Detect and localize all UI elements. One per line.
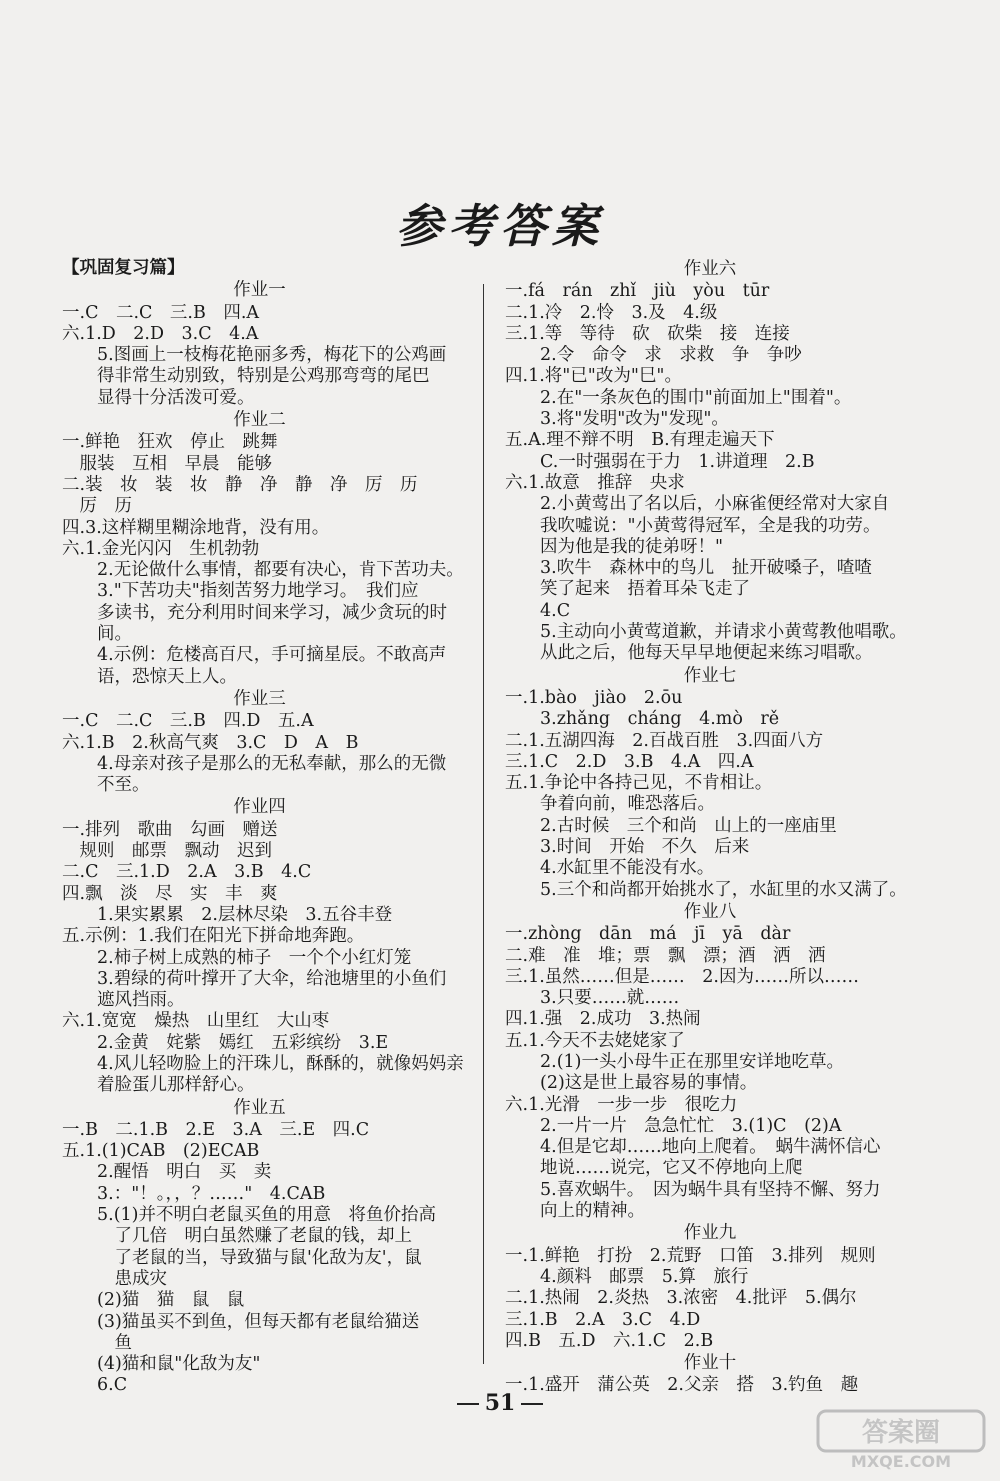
answer-line: 规则 邮票 飘动 迟到 bbox=[62, 841, 272, 862]
page-title: 参考答案 bbox=[396, 199, 604, 253]
answer-line: 5.主动向小黄莺道歉，并请求小黄莺教他唱歌。 bbox=[505, 622, 907, 643]
answer-line: 我吹嘘说："小黄莺得冠军，全是我的功劳。 bbox=[505, 515, 881, 536]
answer-line: 四.飘 淡 尽 实 丰 爽 bbox=[62, 883, 278, 904]
answer-line: (2)这是世上最容易的事情。 bbox=[505, 1073, 758, 1094]
answer-line: 1.果实累累 2.层林尽染 3.五谷丰登 bbox=[62, 904, 393, 925]
homework-title: 作业四 bbox=[233, 797, 286, 818]
answer-line: 多读书，充分利用时间来学习，减少贪玩的时 bbox=[62, 602, 447, 623]
answer-line: 地说……说完，它又不停地向上爬 bbox=[505, 1158, 803, 1179]
answer-line: 一.C 二.C 三.B 四.D 五.A bbox=[62, 711, 314, 732]
column-divider bbox=[483, 284, 484, 1364]
answer-line: 2.在"一条灰色的围巾"前面加上"围着"。 bbox=[505, 387, 852, 408]
answer-line: C.一时强弱在于力 1.讲道理 2.B bbox=[505, 451, 815, 472]
answer-line: (3)猫虽买不到鱼，但每天都有老鼠给猫送 bbox=[62, 1311, 420, 1332]
answer-line: 4.但是它却……地向上爬着。 蜗牛满怀信心 bbox=[505, 1137, 881, 1158]
answer-line: 5.喜欢蜗牛。 因为蜗牛具有坚持不懈、努力 bbox=[505, 1179, 881, 1200]
answer-line: 3.时间 开始 不久 后来 bbox=[505, 837, 750, 858]
homework-title: 作业二 bbox=[233, 410, 286, 431]
answer-line: 二.1.冷 2.怜 3.及 4.级 bbox=[505, 302, 718, 323]
answer-line: 五.1.争论中各持己见，不肯相让。 bbox=[505, 773, 773, 794]
answer-line: 四.1.将"已"改为"巳"。 bbox=[505, 366, 682, 387]
answer-line: 一.1.鲜艳 打扮 2.荒野 口笛 3.排列 规则 bbox=[505, 1245, 876, 1266]
answer-line: 一.鲜艳 狂欢 停止 跳舞 bbox=[62, 432, 278, 453]
answer-line: 3."下苦功夫"指刻苦努力地学习。 我们应 bbox=[62, 581, 419, 602]
answer-line: 2.古时候 三个和尚 山上的一座庙里 bbox=[505, 815, 837, 836]
answer-line: 因为他是我的徒弟呀！" bbox=[505, 536, 724, 557]
answer-line: 一.1.盛开 蒲公英 2.父亲 搭 3.钓鱼 趣 bbox=[505, 1375, 859, 1396]
answer-line: 五.A.理不辩不明 B.有理走遍天下 bbox=[505, 430, 775, 451]
answer-line: 5.三个和尚都开始挑水了，水缸里的水又满了。 bbox=[505, 879, 907, 900]
answer-line: 笑了起来 捂着耳朵飞走了 bbox=[505, 579, 750, 600]
answer-line: 一.fá rán zhǐ jiù yòu tūr bbox=[505, 281, 770, 302]
answer-line: 2.令 命令 求 求救 争 争吵 bbox=[505, 345, 802, 366]
answer-line: 3.将"发明"改为"发现"。 bbox=[505, 409, 729, 430]
answer-line: 2.小黄莺出了名以后，小麻雀便经常对大家自 bbox=[505, 494, 890, 515]
answer-line: 遮风挡雨。 bbox=[62, 990, 185, 1011]
answer-line: 患成灾 bbox=[62, 1268, 167, 1289]
answer-line: 二.装 妆 装 妆 静 净 静 净 厉 历 bbox=[62, 474, 418, 495]
answer-line: 得非常生动别致，特别是公鸡那弯弯的尾巴 bbox=[62, 366, 430, 387]
answer-line: 六.1.金光闪闪 生机勃勃 bbox=[62, 538, 260, 559]
answer-line: 一.排列 歌曲 勾画 赠送 bbox=[62, 819, 278, 840]
answer-line: 二.1.热闹 2.炎热 3.浓密 4.批评 5.偶尔 bbox=[505, 1288, 857, 1309]
answer-line: 从此之后，他每天早早地便起来练习唱歌。 bbox=[505, 643, 873, 664]
right-column bbox=[505, 258, 915, 1397]
answer-line: 二.难 准 堆；票 飘 漂；酒 洒 洒 bbox=[505, 945, 826, 966]
homework-title: 作业九 bbox=[683, 1223, 737, 1244]
answer-line: 六.1.故意 推辞 央求 bbox=[505, 472, 685, 493]
section-tag: 【巩固复习篇】 bbox=[62, 258, 185, 278]
answer-line: 6.C bbox=[62, 1375, 128, 1396]
answer-line: 了老鼠的当，导致猫与鼠'化敌为友'，鼠 bbox=[62, 1247, 422, 1268]
page-number-text: 51 bbox=[484, 1390, 516, 1416]
answer-line: 争着向前，唯恐落后。 bbox=[505, 794, 715, 815]
answer-line: 一.1.bào jiào 2.ōu bbox=[505, 687, 683, 708]
answer-line: 显得十分活泼可爱。 bbox=[62, 387, 255, 408]
dash-left bbox=[457, 1403, 479, 1405]
answer-line: 4.C bbox=[505, 600, 571, 621]
answer-line: 三.1.B 2.A 3.C 4.D bbox=[505, 1309, 701, 1330]
answer-line: 2.醒悟 明白 买 卖 bbox=[62, 1162, 272, 1183]
answer-line: 一.B 二.1.B 2.E 3.A 三.E 四.C bbox=[62, 1119, 370, 1140]
answer-line: 厉 历 bbox=[62, 496, 132, 517]
answer-line: 二.C 三.1.D 2.A 3.B 4.C bbox=[62, 862, 312, 883]
answer-line: (2)猫 猫 鼠 鼠 bbox=[62, 1290, 245, 1311]
homework-title: 作业一 bbox=[233, 280, 286, 301]
answer-line: 三.1.虽然……但是…… 2.因为……所以…… bbox=[505, 966, 859, 987]
answer-line: 五.示例：1.我们在阳光下拼命地奔跑。 bbox=[62, 926, 365, 947]
answer-line: 5.(1)并不明白老鼠买鱼的用意 将鱼价抬高 bbox=[62, 1205, 436, 1226]
answer-line: 2.无论做什么事情，都要有决心，肯下苦功夫。 bbox=[62, 560, 464, 581]
answer-line: 鱼 bbox=[62, 1332, 132, 1353]
answer-line: 4.水缸里不能没有水。 bbox=[505, 858, 715, 879]
answer-line: 5.图画上一枝梅花艳丽多秀，梅花下的公鸡画 bbox=[62, 345, 447, 366]
answer-line: 2.(1)一头小母牛正在那里安详地吃草。 bbox=[505, 1051, 844, 1072]
answer-line: 一.zhòng dān má jī yā dàr bbox=[505, 924, 791, 945]
answer-line: (4)猫和鼠"化敌为友" bbox=[62, 1354, 261, 1375]
answer-line: 五.1.今天不去姥姥家了 bbox=[505, 1030, 685, 1051]
homework-title: 作业三 bbox=[233, 688, 286, 709]
answer-line: 了几倍 明白虽然赚了老鼠的钱，却上 bbox=[62, 1226, 412, 1247]
homework-title: 作业五 bbox=[233, 1097, 286, 1118]
answer-line: 2.柿子树上成熟的柿子 一个个小红灯笼 bbox=[62, 947, 412, 968]
answer-line: 服装 互相 早晨 能够 bbox=[62, 453, 272, 474]
left-column bbox=[62, 258, 464, 1397]
answer-line: 四.B 五.D 六.1.C 2.B bbox=[505, 1330, 714, 1351]
watermark-icon bbox=[816, 1409, 986, 1471]
watermark-top-text: 答案圈 bbox=[861, 1418, 941, 1448]
answer-line: 间。 bbox=[62, 624, 132, 645]
answer-line: 3.zhǎng cháng 4.mò rě bbox=[505, 709, 780, 730]
answer-line: 四.3.这样糊里糊涂地背，没有用。 bbox=[62, 517, 330, 538]
answer-line: 六.1.宽宽 燥热 山里红 大山枣 bbox=[62, 1011, 330, 1032]
answer-line: 4.母亲对孩子是那么的无私奉献，那么的无微 bbox=[62, 753, 447, 774]
dash-right bbox=[521, 1403, 543, 1405]
homework-title: 作业八 bbox=[683, 901, 737, 922]
answer-line: 六.1.B 2.秋高气爽 3.C D A B bbox=[62, 732, 359, 753]
answer-line: 着脸蛋儿那样舒心。 bbox=[62, 1075, 255, 1096]
answer-line: 4.颜料 邮票 5.算 旅行 bbox=[505, 1266, 749, 1287]
watermark-logo bbox=[816, 1409, 986, 1471]
answer-line: 五.1.(1)CAB (2)ECAB bbox=[62, 1141, 260, 1162]
answer-line: 六.1.D 2.D 3.C 4.A bbox=[62, 323, 259, 344]
answer-line: 2.一片一片 急急忙忙 3.(1)C (2)A bbox=[505, 1115, 842, 1136]
homework-title: 作业七 bbox=[683, 665, 737, 686]
answer-line: 3.碧绿的荷叶撑开了大伞，给池塘里的小鱼们 bbox=[62, 968, 447, 989]
answer-line: 三.1.C 2.D 3.B 4.A 四.A bbox=[505, 751, 754, 772]
answer-line: 三.1.等 等待 砍 砍柴 接 连接 bbox=[505, 323, 790, 344]
homework-title: 作业十 bbox=[683, 1353, 737, 1374]
answer-line: 六.1.光滑 一步一步 很吃力 bbox=[505, 1094, 738, 1115]
answer-line: 2.金黄 姹紫 嫣红 五彩缤纷 3.E bbox=[62, 1032, 389, 1053]
answer-line: 四.1.强 2.成功 3.热闹 bbox=[505, 1009, 701, 1030]
answer-line: 向上的精神。 bbox=[505, 1201, 645, 1222]
answer-line: 3.只要……就…… bbox=[505, 988, 680, 1009]
answer-line: 4.风儿轻吻脸上的汗珠儿，酥酥的，就像妈妈亲 bbox=[62, 1053, 464, 1074]
watermark-bottom-text: MXQE.COM bbox=[850, 1452, 952, 1471]
answer-line: 4.示例：危楼高百尺，手可摘星辰。不敢高声 bbox=[62, 645, 447, 666]
answer-line: 3.："！。，，？……" 4.CAB bbox=[62, 1183, 326, 1204]
answer-line: 不至。 bbox=[62, 775, 150, 796]
answer-line: 语，恐惊天上人。 bbox=[62, 666, 237, 687]
homework-title: 作业六 bbox=[683, 259, 737, 279]
answer-line: 3.吹牛 森林中的鸟儿 扯开破嗓子，喳喳 bbox=[505, 558, 872, 579]
answer-line: 二.1.五湖四海 2.百战百胜 3.四面八方 bbox=[505, 730, 824, 751]
answer-line: 一.C 二.C 三.B 四.A bbox=[62, 302, 260, 323]
